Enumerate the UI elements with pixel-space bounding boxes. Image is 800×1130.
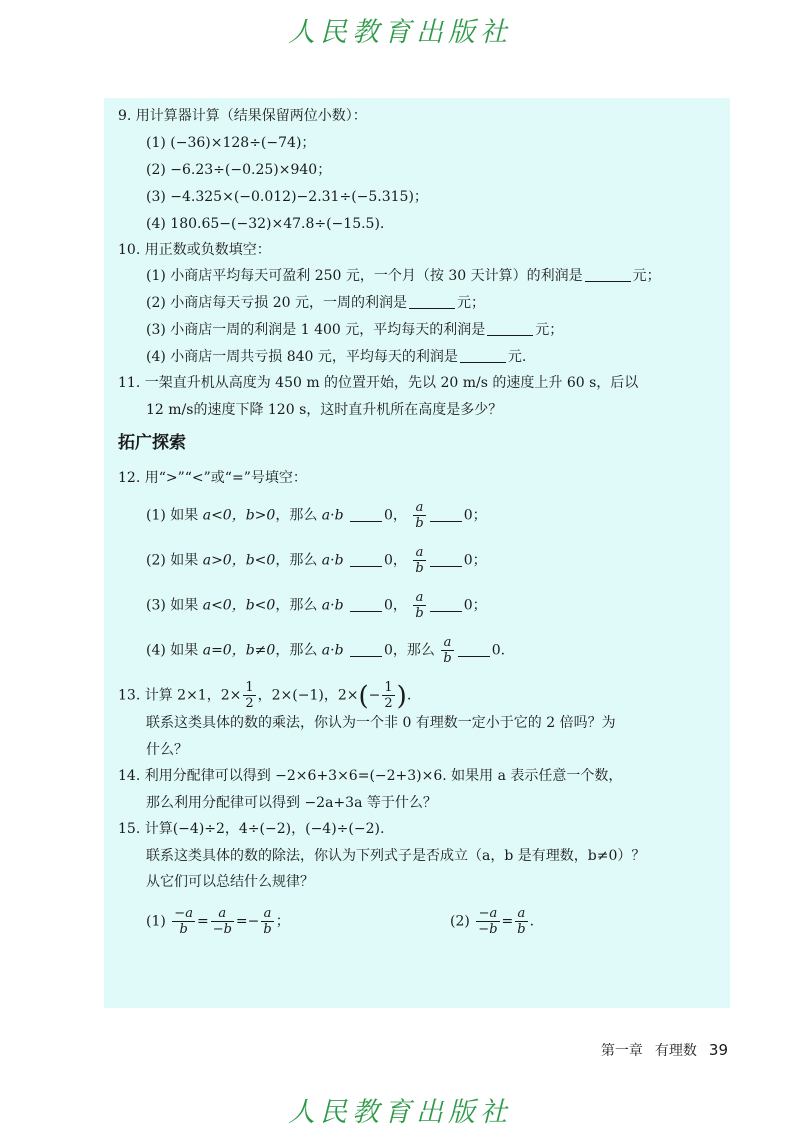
q10-item-4: (4) 小商店一周共亏损 840 元，平均每天的利润是 元.: [146, 349, 527, 365]
section-title: 拓广探索: [118, 433, 186, 453]
answer-blank[interactable]: [430, 552, 462, 567]
q15-line-2: 联系这类具体的数的除法，你认为下列式子是否成立（a，b 是有理数，b≠0）？: [146, 848, 646, 864]
q11-line-2: 12 m/s的速度下降 120 s，这时直升机所在高度是多少？: [146, 402, 503, 418]
q13-line-3: 什么？: [146, 742, 188, 758]
q12-item-3: (3) 如果 a<0，b<0，那么 a·b 0， $\frac{a}{b}$ 0；: [146, 590, 487, 621]
publisher-watermark-top: 人民教育出版社: [288, 17, 512, 48]
q12-item-2: (2) 如果 a>0，b<0，那么 a·b 0， $\frac{a}{b}$ 0；: [146, 545, 487, 576]
fraction: $\frac{1}{2}$: [384, 680, 393, 711]
fraction: $\frac{a}{b}$: [415, 590, 424, 621]
q13-line-1: 13. 计算 2×1，2× $\frac{1}{2}$ ，2×(−1)，2×(− $\frac{1}{2}$ ).: [118, 680, 412, 712]
q9-item-2: (2) −6.23÷(−0.25)×940；: [146, 162, 332, 178]
q15-expression-2: (2) $\frac{-a}{-b}$ = $\frac{a}{b}$ .: [450, 906, 535, 937]
answer-blank[interactable]: [458, 642, 490, 657]
q9-item-3: (3) −4.325×(−0.012)−2.31÷(−5.315)；: [146, 189, 428, 205]
q10-stem: 10. 用正数或负数填空：: [118, 242, 271, 258]
fraction: $\frac{a}{b}$: [443, 635, 452, 666]
chapter-title: 有理数: [654, 1043, 697, 1059]
q10-item-2: (2) 小商店每天亏损 20 元，一周的利润是 元；: [146, 295, 485, 311]
fraction: $\frac{a}{b}$: [517, 906, 526, 937]
q10-item-3: (3) 小商店一周的利润是 1 400 元，平均每天的利润是 元；: [146, 322, 564, 338]
answer-blank[interactable]: [487, 321, 533, 336]
q12-item-4: (4) 如果 a=0，b≠0，那么 a·b 0，那么 $\frac{a}{b}$ 0.: [146, 635, 506, 666]
q15-line-3: 从它们可以总结什么规律？: [146, 874, 314, 890]
answer-blank[interactable]: [460, 348, 506, 363]
answer-blank[interactable]: [585, 267, 631, 282]
fraction: $\frac{a}{-b}$: [212, 906, 232, 937]
q11-line-1: 11. 一架直升机从高度为 450 m 的位置开始，先以 20 m/s 的速度上升 60 s，后以: [118, 375, 639, 391]
fraction: $\frac{a}{b}$: [263, 906, 272, 937]
answer-blank[interactable]: [350, 597, 382, 612]
answer-blank[interactable]: [430, 597, 462, 612]
fraction: $\frac{1}{2}$: [245, 680, 254, 711]
fraction: $\frac{-a}{b}$: [174, 906, 193, 937]
q12-stem: 12. 用“>”“<”或“=”号填空：: [118, 470, 307, 486]
answer-blank[interactable]: [350, 642, 382, 657]
q9-stem: 9. 用计算器计算（结果保留两位小数）：: [118, 108, 367, 124]
page-footer: [589, 1040, 728, 1060]
fraction: $\frac{a}{b}$: [415, 545, 424, 576]
fraction: $\frac{a}{b}$: [415, 500, 424, 531]
q9-item-1: (1) (−36)×128÷(−74)；: [146, 135, 316, 151]
publisher-watermark-bottom: 人民教育出版社: [288, 1097, 512, 1128]
q9-item-4: (4) 180.65−(−32)×47.8÷(−15.5).: [146, 216, 385, 232]
q12-item-1: (1) 如果 a<0，b>0，那么 a·b 0， $\frac{a}{b}$ 0；: [146, 500, 487, 531]
q10-item-1: (1) 小商店平均每天可盈利 250 元，一个月（按 30 天计算）的利润是 元；: [146, 268, 661, 284]
answer-blank[interactable]: [430, 507, 462, 522]
chapter-label: 第一章: [600, 1043, 643, 1059]
answer-blank[interactable]: [350, 552, 382, 567]
q14-line-2: 那么利用分配律可以得到 −2a+3a 等于什么？: [146, 795, 437, 811]
page-number: 39: [708, 1041, 728, 1059]
q15-expression-1: (1) $\frac{-a}{b}$ = $\frac{a}{-b}$ =− $\frac{a}{b}$ ；: [146, 906, 290, 937]
q14-line-1: 14. 利用分配律可以得到 −2×6+3×6=(−2+3)×6. 如果用 a 表示任意一个数，: [118, 768, 623, 784]
fraction: $\frac{-a}{-b}$: [478, 906, 498, 937]
q15-line-1: 15. 计算(−4)÷2，4÷(−2)，(−4)÷(−2).: [118, 821, 385, 837]
answer-blank[interactable]: [409, 294, 455, 309]
answer-blank[interactable]: [350, 507, 382, 522]
q13-line-2: 联系这类具体的数的乘法，你认为一个非 0 有理数一定小于它的 2 倍吗？为: [146, 715, 616, 731]
